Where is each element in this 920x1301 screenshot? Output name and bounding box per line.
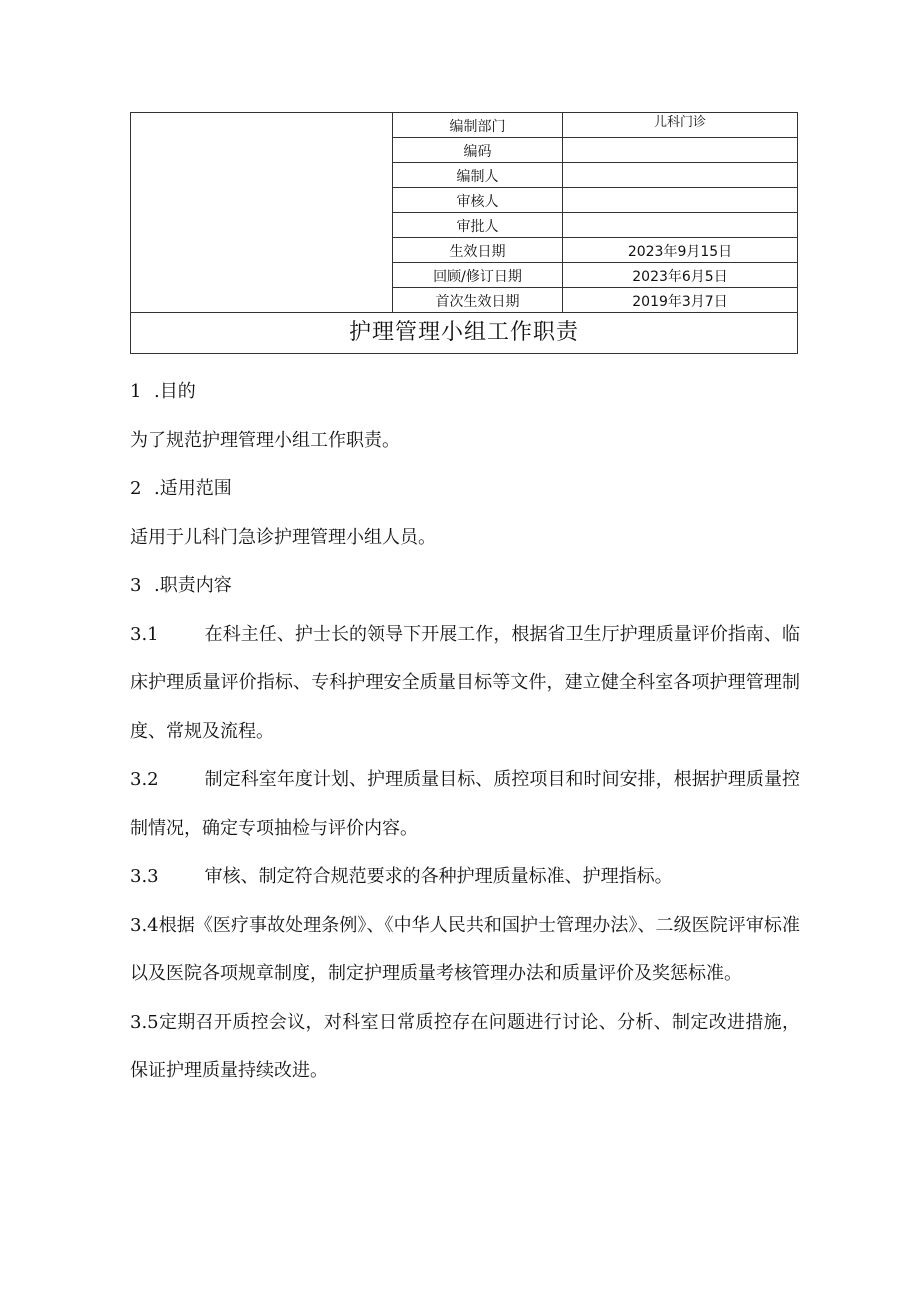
- field-value-author: [563, 163, 798, 188]
- section-body-purpose: 为了规范护理管理小组工作职责。: [130, 429, 400, 451]
- section-heading-scope: [130, 465, 800, 514]
- duty-item-3-2: [130, 756, 800, 853]
- field-label-first-effective-date: 首次生效日期: [393, 288, 563, 313]
- field-label-author: 编制人: [393, 163, 563, 188]
- duty-item-number: 3.4: [130, 914, 159, 936]
- section-heading-text: .目的: [154, 381, 196, 402]
- duty-item-3-4: [130, 902, 800, 999]
- section-number: 1: [130, 381, 142, 402]
- logo-blank-cell: [131, 113, 393, 313]
- document-control-table: [130, 112, 798, 354]
- duty-item-number: 3.1: [130, 623, 159, 645]
- duty-item-number: 3.3: [130, 866, 159, 887]
- field-label-effective-date: 生效日期: [393, 238, 563, 263]
- section-body-scope: 适用于儿科门急诊护理管理小组人员。: [130, 526, 436, 548]
- duty-item-text: 根据《医疗事故处理条例》、《中华人民共和国护士管理办法》、二级医院评审标准以及医院各项规章制度，制定护理质量考核管理办法和质量评价及奖惩标准。: [130, 914, 800, 984]
- document-body: [130, 368, 800, 1096]
- duty-item-number: 3.5: [130, 1011, 159, 1033]
- field-value-code: [563, 138, 798, 163]
- field-label-approver: 审批人: [393, 213, 563, 238]
- field-label-department: 编制部门: [393, 113, 563, 138]
- document-title: 护理管理小组工作职责: [131, 313, 798, 354]
- duty-item-text: 定期召开质控会议，对科室日常质控存在问题进行讨论、分析、制定改进措施，保证护理质量持续改进。: [130, 1011, 800, 1081]
- section-heading-text: .适用范围: [154, 478, 232, 499]
- duty-item-number: 3.2: [130, 769, 159, 790]
- duty-item-3-5: [130, 999, 800, 1096]
- duty-item-text: 审核、制定符合规范要求的各种护理质量标准、护理指标。: [204, 866, 673, 887]
- section-heading-purpose: [130, 368, 800, 417]
- field-label-reviewer: 审核人: [393, 188, 563, 213]
- section-number: 3: [130, 575, 142, 596]
- section-heading-duties: [130, 562, 800, 611]
- field-label-revision-date: 回顾/修订日期: [393, 263, 563, 288]
- section-heading-text: .职责内容: [154, 575, 232, 596]
- field-value-reviewer: [563, 188, 798, 213]
- field-label-code: 编码: [393, 138, 563, 163]
- section-number: 2: [130, 478, 142, 499]
- duty-item-3-3: [130, 853, 800, 902]
- field-value-effective-date: 2023年9月15日: [563, 238, 798, 263]
- field-value-approver: [563, 213, 798, 238]
- field-value-department: 儿科门诊: [563, 113, 798, 138]
- duty-item-text: 制定科室年度计划、护理质量目标、质控项目和时间安排，根据护理质量控制情况，确定专项抽检与评价内容。: [130, 769, 800, 839]
- field-value-first-effective-date: 2019年3月7日: [563, 288, 798, 313]
- duty-item-text: 在科主任、护士长的领导下开展工作，根据省卫生厅护理质量评价指南、临床护理质量评价指标、专科护理安全质量目标等文件，建立健全科室各项护理管理制度、常规及流程。: [130, 623, 800, 742]
- duty-item-3-1: [130, 611, 800, 757]
- field-value-revision-date: 2023年6月5日: [563, 263, 798, 288]
